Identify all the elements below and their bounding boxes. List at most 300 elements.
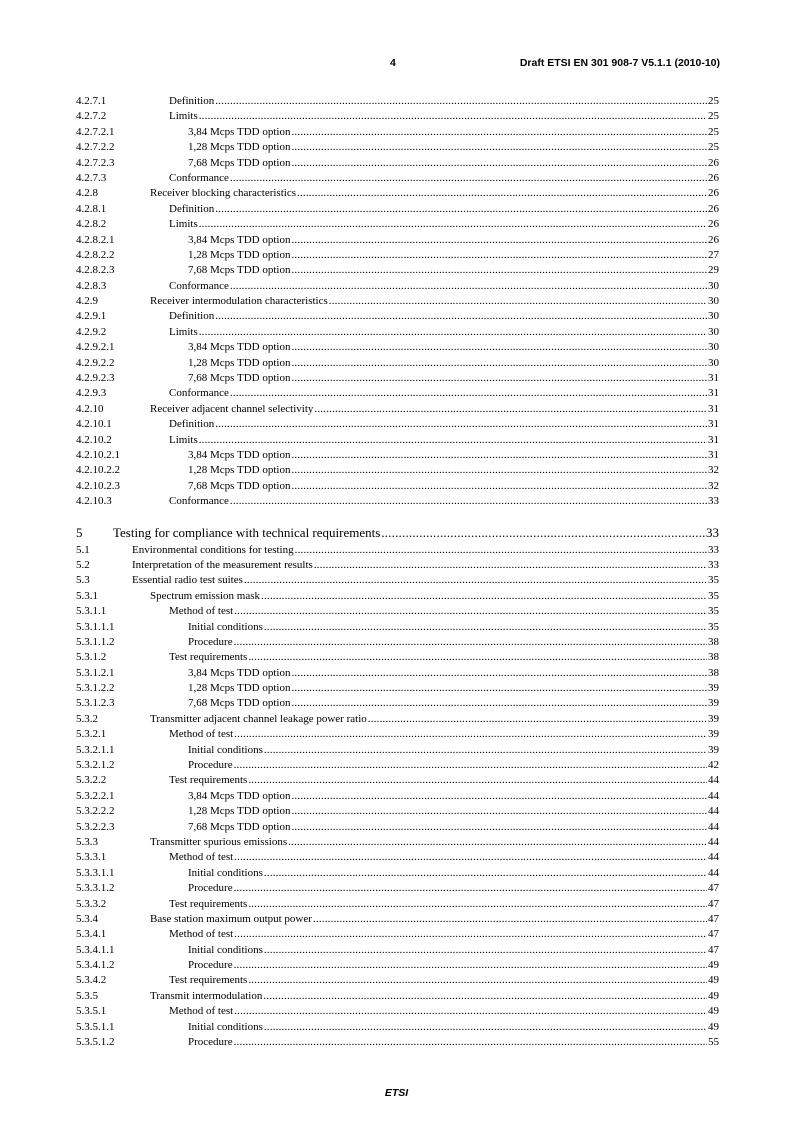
toc-dot-leader (230, 279, 707, 294)
toc-dot-leader (291, 356, 707, 371)
toc-entry-number: 4.2.10.1 (76, 418, 112, 431)
toc-entry[interactable] (76, 773, 719, 788)
toc-entry[interactable] (76, 417, 719, 432)
toc-entry[interactable] (76, 1004, 719, 1019)
toc-entry[interactable] (76, 958, 719, 973)
toc-entry-title: Test requirements (169, 651, 248, 664)
toc-entry-number: 4.2.9.1 (76, 310, 107, 323)
toc-entry[interactable] (76, 356, 719, 371)
toc-entry-page: 33 (706, 524, 719, 540)
toc-entry-number: 5.3.2.1.2 (76, 759, 115, 772)
toc-entry-number: 4.2.10.2.2 (76, 464, 120, 477)
toc-entry-title: 1,28 Mcps TDD option (188, 464, 291, 477)
toc-entry-title: 7,68 Mcps TDD option (188, 156, 291, 169)
toc-entry-page: 31 (708, 387, 719, 400)
toc-dot-leader (297, 186, 707, 201)
toc-entry-page: 31 (708, 418, 719, 431)
toc-dot-leader (291, 233, 707, 248)
toc-entry-title: 7,68 Mcps TDD option (188, 264, 291, 277)
toc-entry[interactable] (76, 294, 719, 309)
toc-dot-leader (234, 850, 707, 865)
toc-entry[interactable] (76, 589, 719, 604)
toc-entry-page: 35 (708, 574, 719, 587)
toc-entry-page: 55 (708, 1036, 719, 1049)
toc-entry[interactable] (76, 927, 719, 942)
toc-entry-title: Initial conditions (188, 943, 263, 956)
toc-dot-leader (248, 773, 707, 788)
toc-entry-title: 3,84 Mcps TDD option (188, 789, 291, 802)
toc-dot-leader (291, 696, 707, 711)
page-number: 4 (390, 57, 396, 69)
toc-entry-number: 5.3.1 (76, 589, 98, 602)
toc-entry-number: 5.3.3 (76, 835, 98, 848)
toc-entry[interactable] (76, 309, 719, 324)
toc-entry-title: Initial conditions (188, 866, 263, 879)
toc-entry[interactable] (76, 109, 719, 124)
toc-dot-leader (291, 340, 707, 355)
toc-entry-page: 42 (708, 759, 719, 772)
toc-entry-number: 5.1 (76, 543, 90, 556)
toc-dot-leader (230, 171, 707, 186)
toc-entry-page: 26 (708, 202, 719, 215)
toc-dot-leader (199, 217, 707, 232)
toc-dot-leader (314, 558, 707, 573)
toc-entry-number: 5.3.2.2 (76, 774, 107, 787)
toc-entry-number: 4.2.7.2 (76, 110, 107, 123)
toc-entry-number: 5.3.1.2.3 (76, 697, 115, 710)
toc-entry-title: Procedure (188, 959, 233, 972)
toc-entry[interactable] (76, 279, 719, 294)
toc-entry-title: Base station maximum output power (150, 912, 312, 925)
toc-dot-leader (215, 94, 707, 109)
toc-dot-leader (264, 943, 707, 958)
toc-entry-page: 38 (708, 635, 719, 648)
toc-entry-number: 4.2.8 (76, 187, 98, 200)
toc-entry-title: Procedure (188, 759, 233, 772)
toc-entry-title: 3,84 Mcps TDD option (188, 666, 291, 679)
toc-entry-title: Definition (169, 310, 215, 323)
toc-entry-page: 47 (708, 912, 719, 925)
toc-entry[interactable] (76, 820, 719, 835)
toc-entry[interactable] (76, 850, 719, 865)
toc-entry-page: 27 (708, 248, 719, 261)
toc-dot-leader (291, 448, 707, 463)
toc-entry[interactable] (76, 402, 719, 417)
toc-dot-leader (230, 494, 707, 509)
toc-entry[interactable] (76, 650, 719, 665)
toc-entry[interactable] (76, 943, 719, 958)
toc-entry-page: 49 (708, 1020, 719, 1033)
toc-dot-leader (248, 650, 707, 665)
toc-entry-number: 5.3.5 (76, 989, 98, 1002)
toc-dot-leader (234, 635, 707, 650)
toc-dot-leader (291, 371, 707, 386)
toc-entry-number: 5.3.2 (76, 712, 98, 725)
toc-entry[interactable] (76, 712, 719, 727)
toc-dot-leader (263, 989, 707, 1004)
toc-entry-page: 35 (708, 620, 719, 633)
toc-entry-number: 5.3 (76, 574, 90, 587)
toc-dot-leader (291, 263, 707, 278)
toc-entry-number: 5.3.5.1.2 (76, 1036, 115, 1049)
toc-entry[interactable] (76, 448, 719, 463)
toc-entry-page: 47 (708, 897, 719, 910)
toc-entry-page: 49 (708, 974, 719, 987)
toc-entry[interactable] (76, 524, 719, 542)
toc-dot-leader (291, 804, 707, 819)
toc-dot-leader (291, 666, 707, 681)
toc-entry-number: 4.2.7.1 (76, 95, 107, 107)
toc-entry-title: Transmitter spurious emissions (150, 835, 288, 848)
toc-entry-page: 35 (708, 605, 719, 618)
toc-entry-title: Definition (169, 95, 215, 107)
toc-entry-page: 39 (708, 728, 719, 741)
toc-dot-leader (264, 1020, 707, 1035)
toc-dot-leader (264, 866, 707, 881)
toc-entry-page: 44 (708, 835, 719, 848)
toc-entry-page: 39 (708, 682, 719, 695)
toc-entry-number: 4.2.9.3 (76, 387, 107, 400)
toc-entry[interactable] (76, 325, 719, 340)
toc-entry-number: 5 (76, 524, 83, 540)
toc-entry-page: 44 (708, 820, 719, 833)
toc-entry-page: 25 (708, 141, 719, 154)
toc-entry-page: 47 (708, 943, 719, 956)
toc-entry-page: 33 (708, 543, 719, 556)
toc-dot-leader (199, 109, 707, 124)
toc-dot-leader (234, 1035, 707, 1050)
toc-entry-number: 4.2.8.2 (76, 218, 107, 231)
toc-entry-page: 49 (708, 1005, 719, 1018)
toc-entry[interactable] (76, 171, 719, 186)
toc-dot-leader (291, 156, 707, 171)
toc-entry[interactable] (76, 881, 719, 896)
toc-entry-number: 5.3.4.1.2 (76, 959, 115, 972)
toc-entry-number: 4.2.8.2.2 (76, 248, 115, 261)
toc-entry-number: 5.3.1.1.1 (76, 620, 115, 633)
toc-entry[interactable] (76, 140, 719, 155)
toc-entry-title: Definition (169, 418, 215, 431)
toc-dot-leader (234, 958, 707, 973)
document-title: Draft ETSI EN 301 908-7 V5.1.1 (2010-10) (519, 57, 720, 69)
toc-entry[interactable] (76, 727, 719, 742)
toc-entry-title: Method of test (169, 928, 234, 941)
toc-entry-number: 5.3.5.1 (76, 1005, 107, 1018)
toc-entry-title: Interpretation of the measurement results (132, 558, 313, 571)
toc-dot-leader (234, 1004, 707, 1019)
toc-entry-page: 26 (708, 233, 719, 246)
toc-entry-title: 1,28 Mcps TDD option (188, 356, 291, 369)
toc-dot-leader (234, 881, 707, 896)
toc-dot-leader (199, 325, 707, 340)
toc-entry-number: 5.3.1.1 (76, 605, 107, 618)
toc-entry-title: Environmental conditions for testing (132, 543, 294, 556)
toc-entry[interactable] (76, 989, 719, 1004)
toc-entry-title: 7,68 Mcps TDD option (188, 820, 291, 833)
toc-entry-page: 30 (708, 325, 719, 338)
toc-entry-title: 7,68 Mcps TDD option (188, 479, 291, 492)
toc-entry-page: 44 (708, 774, 719, 787)
table-of-contents (76, 94, 719, 1050)
toc-entry-number: 4.2.10.2.1 (76, 448, 120, 461)
toc-dot-leader (291, 140, 707, 155)
toc-entry-title: Limits (169, 325, 198, 338)
toc-entry-title: 1,28 Mcps TDD option (188, 682, 291, 695)
toc-entry-title: Limits (169, 433, 198, 446)
toc-entry-page: 30 (708, 295, 719, 308)
toc-entry-page: 25 (708, 95, 719, 107)
toc-entry[interactable] (76, 681, 719, 696)
toc-entry[interactable] (76, 1035, 719, 1050)
toc-entry-number: 5.3.2.2.3 (76, 820, 115, 833)
toc-dot-leader (314, 402, 707, 417)
toc-dot-leader (215, 309, 707, 324)
toc-entry-page: 39 (708, 697, 719, 710)
toc-entry-page: 33 (708, 558, 719, 571)
toc-entry-page: 26 (708, 171, 719, 184)
toc-entry-title: Conformance (169, 387, 229, 400)
toc-entry-page: 44 (708, 866, 719, 879)
toc-dot-leader (230, 386, 707, 401)
toc-entry[interactable] (76, 248, 719, 263)
toc-entry-title: Initial conditions (188, 743, 263, 756)
toc-entry[interactable] (76, 202, 719, 217)
toc-entry-number: 5.3.1.2 (76, 651, 107, 664)
toc-entry[interactable] (76, 479, 719, 494)
toc-entry-page: 44 (708, 805, 719, 818)
toc-dot-leader (199, 433, 707, 448)
toc-entry-page: 31 (708, 372, 719, 385)
toc-entry[interactable] (76, 743, 719, 758)
toc-entry[interactable] (76, 758, 719, 773)
toc-entry-number: 5.3.1.1.2 (76, 635, 115, 648)
toc-dot-leader (313, 912, 707, 927)
toc-dot-leader (291, 479, 707, 494)
toc-entry-title: Transmit intermodulation (150, 989, 263, 1002)
toc-entry-number: 5.3.5.1.1 (76, 1020, 115, 1033)
toc-entry[interactable] (76, 635, 719, 650)
toc-entry[interactable] (76, 666, 719, 681)
toc-entry-page: 29 (708, 264, 719, 277)
toc-entry-number: 5.2 (76, 558, 90, 571)
toc-entry[interactable] (76, 897, 719, 912)
toc-entry-title: Conformance (169, 279, 229, 292)
toc-entry-title: Limits (169, 110, 198, 123)
toc-entry-title: Method of test (169, 605, 234, 618)
toc-entry[interactable] (76, 94, 719, 109)
toc-dot-leader (291, 463, 707, 478)
toc-entry-number: 4.2.8.2.3 (76, 264, 115, 277)
toc-entry[interactable] (76, 386, 719, 401)
toc-entry-number: 5.3.4.2 (76, 974, 107, 987)
toc-entry-number: 5.3.1.2.1 (76, 666, 115, 679)
toc-entry[interactable] (76, 789, 719, 804)
toc-entry[interactable] (76, 433, 719, 448)
toc-entry-page: 30 (708, 279, 719, 292)
toc-entry[interactable] (76, 912, 719, 927)
toc-entry-title: 3,84 Mcps TDD option (188, 125, 291, 138)
toc-entry-title: Procedure (188, 882, 233, 895)
toc-entry[interactable] (76, 573, 719, 588)
toc-entry-page: 39 (708, 712, 719, 725)
toc-dot-leader (215, 417, 707, 432)
toc-entry[interactable] (76, 463, 719, 478)
toc-dot-leader (244, 573, 707, 588)
toc-entry[interactable] (76, 494, 719, 509)
toc-entry-title: Receiver blocking characteristics (150, 187, 296, 200)
toc-entry-page: 25 (708, 110, 719, 123)
toc-entry[interactable] (76, 371, 719, 386)
toc-entry-page: 38 (708, 666, 719, 679)
toc-entry-number: 4.2.8.3 (76, 279, 107, 292)
toc-entry[interactable] (76, 835, 719, 850)
toc-entry[interactable] (76, 263, 719, 278)
toc-entry-title: Essential radio test suites (132, 574, 243, 587)
toc-entry[interactable] (76, 217, 719, 232)
toc-entry-number: 4.2.8.2.1 (76, 233, 115, 246)
toc-entry-title: 3,84 Mcps TDD option (188, 448, 291, 461)
toc-entry-title: Method of test (169, 851, 234, 864)
toc-entry-number: 5.3.4.1 (76, 928, 107, 941)
toc-dot-leader (234, 727, 707, 742)
toc-dot-leader (291, 820, 707, 835)
toc-entry-title: Conformance (169, 495, 229, 508)
toc-dot-leader (215, 202, 707, 217)
toc-dot-leader (381, 524, 705, 542)
toc-entry-page: 47 (708, 882, 719, 895)
toc-entry-title: Procedure (188, 635, 233, 648)
toc-entry[interactable] (76, 340, 719, 355)
toc-entry-number: 4.2.10.2.3 (76, 479, 120, 492)
toc-entry-title: Definition (169, 202, 215, 215)
toc-entry-page: 31 (708, 448, 719, 461)
toc-entry-title: Method of test (169, 728, 234, 741)
toc-entry[interactable] (76, 156, 719, 171)
toc-entry-number: 4.2.9.2.1 (76, 341, 115, 354)
toc-dot-leader (248, 897, 707, 912)
toc-entry-number: 5.3.1.2.2 (76, 682, 115, 695)
toc-entry-number: 4.2.10.3 (76, 495, 112, 508)
toc-entry-page: 25 (708, 125, 719, 138)
toc-entry-number: 5.3.4.1.1 (76, 943, 115, 956)
toc-entry-number: 5.3.3.1.2 (76, 882, 115, 895)
toc-entry-number: 4.2.9.2.2 (76, 356, 115, 369)
toc-entry-page: 39 (708, 743, 719, 756)
toc-entry-page: 31 (708, 402, 719, 415)
toc-entry-title: 7,68 Mcps TDD option (188, 372, 291, 385)
toc-entry-number: 5.3.3.1.1 (76, 866, 115, 879)
toc-dot-leader (234, 604, 707, 619)
toc-entry-title: 7,68 Mcps TDD option (188, 697, 291, 710)
toc-entry-page: 33 (708, 495, 719, 508)
toc-entry-title: Transmitter adjacent channel leakage power ratio (150, 712, 367, 725)
toc-entry-title: Initial conditions (188, 1020, 263, 1033)
toc-entry-title: Conformance (169, 171, 229, 184)
toc-entry[interactable] (76, 186, 719, 201)
toc-entry-title: 3,84 Mcps TDD option (188, 233, 291, 246)
toc-entry-page: 44 (708, 851, 719, 864)
toc-entry[interactable] (76, 558, 719, 573)
toc-dot-leader (295, 543, 707, 558)
toc-entry-page: 38 (708, 651, 719, 664)
toc-entry-title: Receiver adjacent channel selectivity (150, 402, 314, 415)
toc-entry-number: 5.3.2.1 (76, 728, 107, 741)
toc-entry-title: 1,28 Mcps TDD option (188, 248, 291, 261)
toc-entry-title: Initial conditions (188, 620, 263, 633)
toc-entry[interactable] (76, 620, 719, 635)
toc-entry-number: 4.2.10 (76, 402, 104, 415)
toc-entry-page: 26 (708, 218, 719, 231)
toc-entry-title: Test requirements (169, 774, 248, 787)
toc-entry-title: 1,28 Mcps TDD option (188, 141, 291, 154)
toc-entry[interactable] (76, 543, 719, 558)
toc-entry-number: 4.2.7.2.2 (76, 141, 115, 154)
toc-entry-title: 1,28 Mcps TDD option (188, 805, 291, 818)
footer-publisher: ETSI (384, 1087, 409, 1099)
toc-entry-title: Method of test (169, 1005, 234, 1018)
toc-entry-page: 47 (708, 928, 719, 941)
toc-entry-number: 4.2.9.2 (76, 325, 107, 338)
toc-entry-title: 3,84 Mcps TDD option (188, 341, 291, 354)
toc-entry-number: 4.2.7.2.3 (76, 156, 115, 169)
toc-entry-number: 5.3.3.1 (76, 851, 107, 864)
toc-entry-number: 5.3.4 (76, 912, 98, 925)
toc-dot-leader (329, 294, 707, 309)
toc-entry-number: 4.2.9 (76, 295, 98, 308)
toc-dot-leader (291, 789, 707, 804)
toc-entry-number: 4.2.10.2 (76, 433, 112, 446)
toc-entry-title: Procedure (188, 1036, 233, 1049)
toc-entry-page: 26 (708, 187, 719, 200)
toc-entry-page: 49 (708, 989, 719, 1002)
toc-dot-leader (264, 620, 707, 635)
toc-entry-page: 30 (708, 356, 719, 369)
toc-entry-page: 26 (708, 156, 719, 169)
toc-entry-number: 4.2.9.2.3 (76, 372, 115, 385)
toc-entry-number: 5.3.2.2.2 (76, 805, 115, 818)
toc-entry-number: 4.2.7.3 (76, 171, 107, 184)
toc-entry-page: 30 (708, 341, 719, 354)
toc-entry-title: Limits (169, 218, 198, 231)
toc-entry-number: 5.3.2.2.1 (76, 789, 115, 802)
toc-entry[interactable] (76, 233, 719, 248)
toc-entry[interactable] (76, 804, 719, 819)
toc-entry[interactable] (76, 604, 719, 619)
toc-entry[interactable] (76, 1020, 719, 1035)
toc-entry-title: Test requirements (169, 897, 248, 910)
toc-entry[interactable] (76, 866, 719, 881)
toc-entry-number: 5.3.3.2 (76, 897, 107, 910)
toc-dot-leader (291, 681, 707, 696)
toc-entry-page: 31 (708, 433, 719, 446)
toc-dot-leader (234, 758, 707, 773)
toc-entry-page: 35 (708, 589, 719, 602)
toc-entry-number: 5.3.2.1.1 (76, 743, 115, 756)
toc-dot-leader (261, 589, 707, 604)
toc-entry[interactable] (76, 696, 719, 711)
toc-entry-title: Testing for compliance with technical requirements (113, 524, 381, 540)
toc-entry-number: 4.2.8.1 (76, 202, 107, 215)
toc-entry-page: 32 (708, 464, 719, 477)
toc-entry[interactable] (76, 973, 719, 988)
toc-entry-title: Test requirements (169, 974, 248, 987)
toc-dot-leader (264, 743, 707, 758)
toc-dot-leader (291, 125, 707, 140)
toc-entry[interactable] (76, 125, 719, 140)
toc-entry-page: 49 (708, 959, 719, 972)
toc-dot-leader (288, 835, 707, 850)
toc-entry-page: 32 (708, 479, 719, 492)
